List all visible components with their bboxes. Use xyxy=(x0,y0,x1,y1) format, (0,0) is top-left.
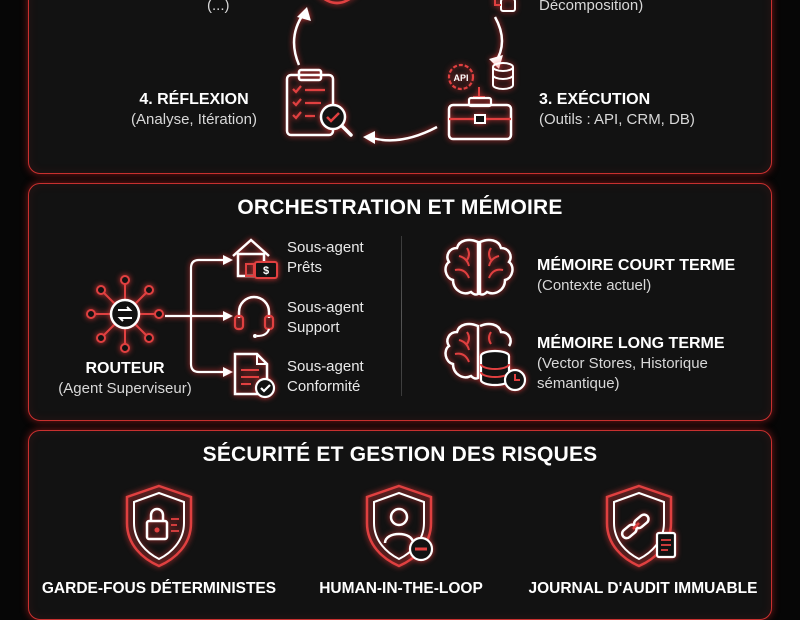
orchestration-title: ORCHESTRATION ET MÉMOIRE xyxy=(237,196,563,219)
memory-short-subtitle: (Contexte actuel) xyxy=(537,277,652,294)
step1-partial-label: (...) xyxy=(207,0,230,14)
subagent-conformite xyxy=(287,357,364,397)
router-subtitle: (Agent Superviseur) xyxy=(58,380,192,397)
subagent-conformite-line2: Conformité xyxy=(287,378,361,395)
router-title: ROUTEUR xyxy=(85,360,165,377)
subagent-prets-line2: Prêts xyxy=(287,259,323,276)
subagent-prets xyxy=(287,238,364,278)
toolbox-api-icon xyxy=(441,61,521,145)
cycle-arrows xyxy=(29,0,773,175)
shield-chain-icon xyxy=(601,483,685,569)
step4-subtitle: (Analyse, Itération) xyxy=(131,111,257,128)
subagent-conformite-line1: Sous-agent xyxy=(287,358,364,375)
shield-user-icon xyxy=(361,483,441,569)
svg-text:$: $ xyxy=(262,265,270,277)
memory-long-title: MÉMOIRE LONG TERME xyxy=(537,335,725,352)
step4-label xyxy=(109,90,279,130)
memory-long-line1: (Vector Stores, Historique xyxy=(537,355,708,372)
orchestration-panel xyxy=(28,183,772,421)
router-branch-arrows xyxy=(165,246,235,386)
memory-long-line2: sémantique) xyxy=(537,375,620,392)
subagent-support-line2: Support xyxy=(287,319,340,336)
guardrails-title: GARDE-FOUS DÉTERMINISTES xyxy=(41,580,277,597)
subagent-prets-line1: Sous-agent xyxy=(287,239,364,256)
cycle-panel xyxy=(28,0,772,174)
memory-short-title: MÉMOIRE COURT TERME xyxy=(537,257,736,274)
shield-lock-icon xyxy=(121,483,197,569)
audit-journal-title: JOURNAL D'AUDIT IMMUABLE xyxy=(528,580,758,597)
step2-partial-label: Décomposition) xyxy=(539,0,644,14)
step3-title: 3. EXÉCUTION xyxy=(539,91,651,108)
headset-icon xyxy=(231,292,277,338)
document-check-icon xyxy=(231,350,277,400)
step3-subtitle: (Outils : API, CRM, DB) xyxy=(539,111,695,128)
brain-icon xyxy=(441,236,517,300)
subagent-support-line1: Sous-agent xyxy=(287,299,364,316)
step4-title: 4. RÉFLEXION xyxy=(139,91,249,108)
memory-short-label xyxy=(537,256,735,296)
subagent-support xyxy=(287,298,364,338)
memory-long-label xyxy=(537,334,725,394)
house-money-icon xyxy=(229,236,279,282)
orchestration-divider xyxy=(401,236,402,396)
api-badge-text: API xyxy=(453,73,469,83)
security-title: SÉCURITÉ ET GESTION DES RISQUES xyxy=(202,443,598,466)
brain-database-clock-icon xyxy=(441,320,531,396)
step3-label xyxy=(539,90,695,130)
router-network-icon xyxy=(85,274,165,354)
clipboard-magnifier-icon xyxy=(281,67,361,143)
human-in-the-loop-title: HUMAN-IN-THE-LOOP xyxy=(319,580,483,597)
security-panel xyxy=(28,430,772,620)
